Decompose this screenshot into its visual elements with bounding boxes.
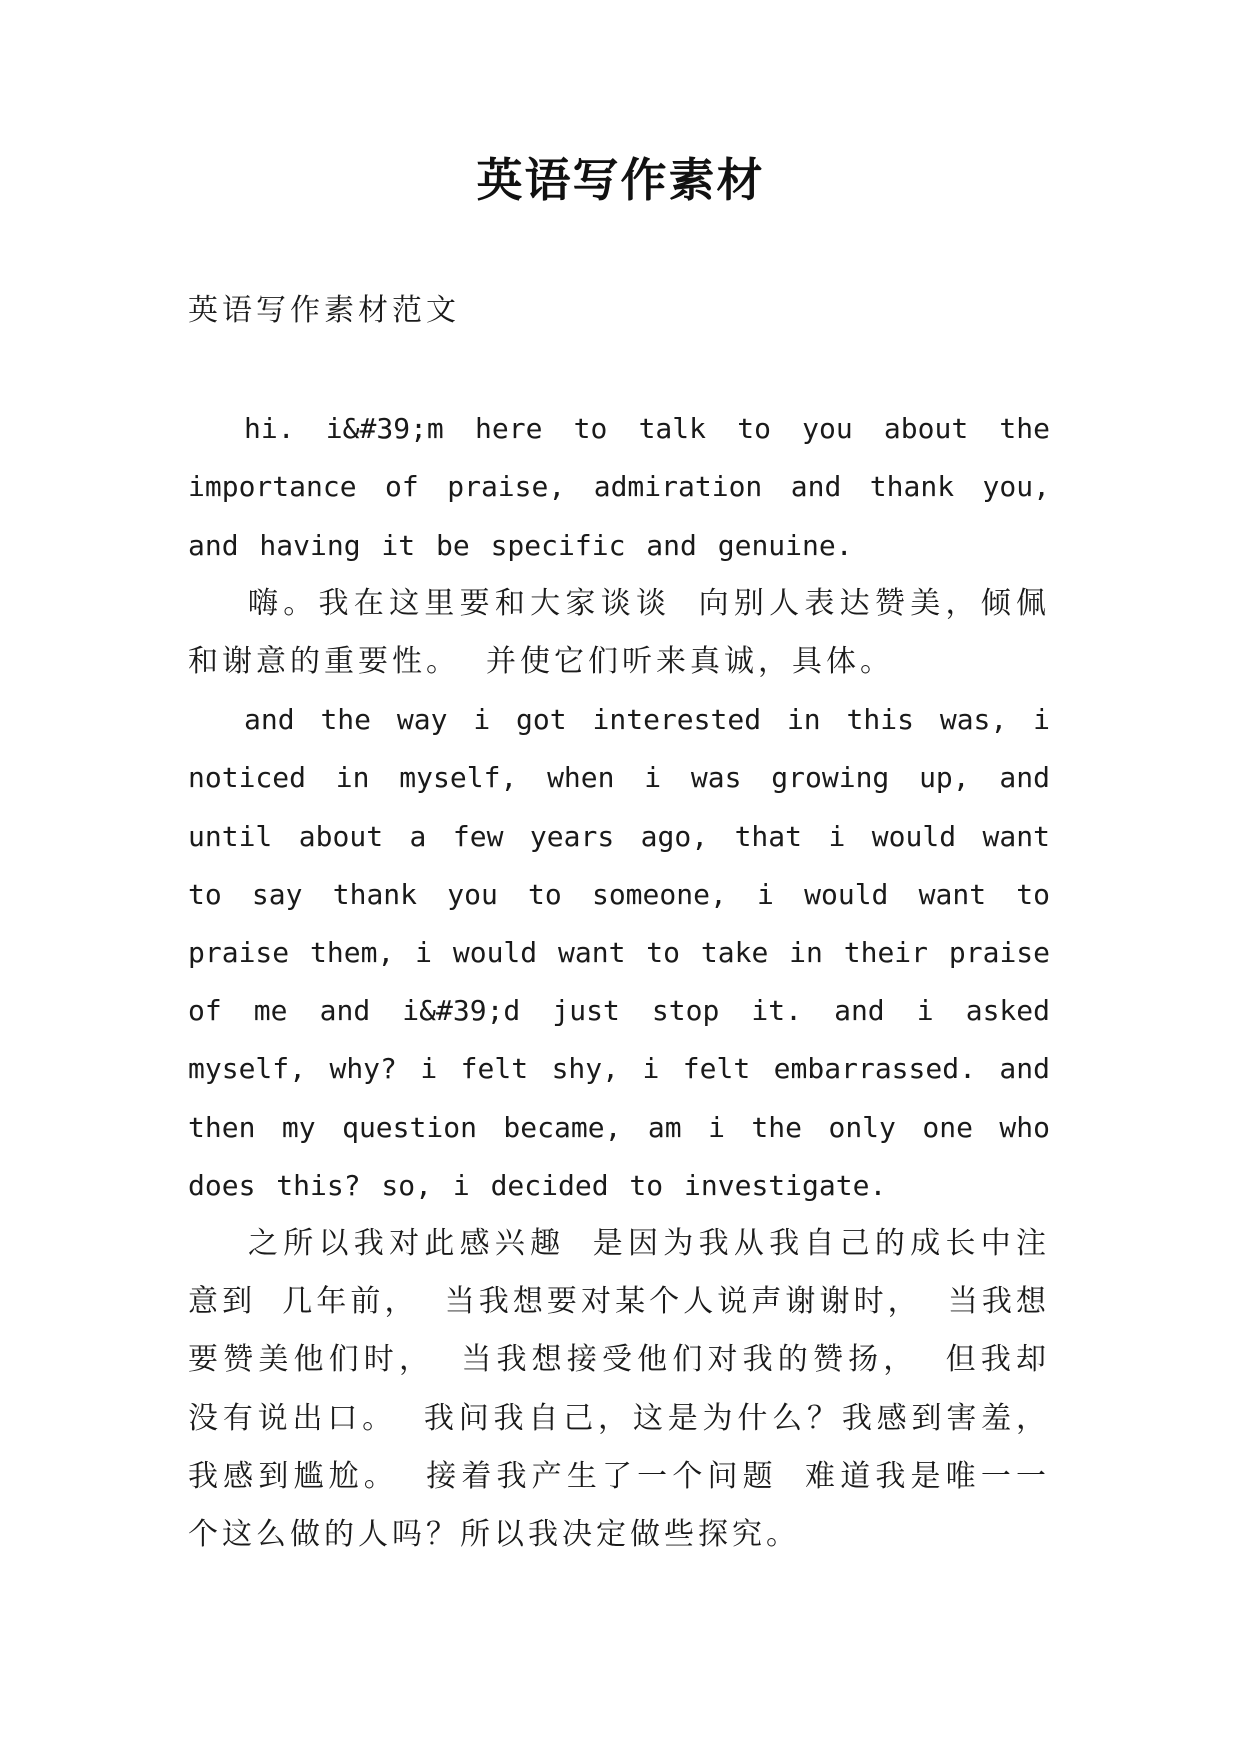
paragraph-english-2: and the way i got interested in this was, i noticed in myself, when i was growing up, and until about a few years ago, that i would want to say thank you to someone, i would want to praise them, i would want to take in their praise of me and i&#39;d just stop it. and i asked myself, why? i felt shy, i felt embarrassed. and then my question became, am i the only one who does this? so, i decided to investigate.	[188, 703, 1051, 1202]
document-subtitle: 英语写作素材范文	[188, 293, 460, 328]
paragraph-english-1: hi. i&#39;m here to talk to you about the importance of praise, admiration and thank you, and having it be specific and genuine.	[188, 412, 1050, 562]
paragraph-chinese-1: 嗨。我在这里要和大家谈谈 向别人表达赞美，倾佩和谢意的重要性。 并使它们听来真诚，具体。	[188, 585, 1050, 680]
paragraph-chinese-2: 之所以我对此感兴趣 是因为我从我自己的成长中注意到 几年前， 当我想要对某个人说声谢谢时， 当我想要赞美他们时， 当我想接受他们对我的赞扬， 但我却没有说出口。 我问我自己，这是为什么？我感到害羞，我感到尴尬。 接着我产生了一个问题 难道我是唯一一个这么做的人吗？所以我决定做些探究。	[188, 1226, 1050, 1553]
spacer	[188, 340, 1050, 400]
document-body	[188, 282, 1050, 1564]
document-title: 英语写作素材	[476, 153, 765, 207]
